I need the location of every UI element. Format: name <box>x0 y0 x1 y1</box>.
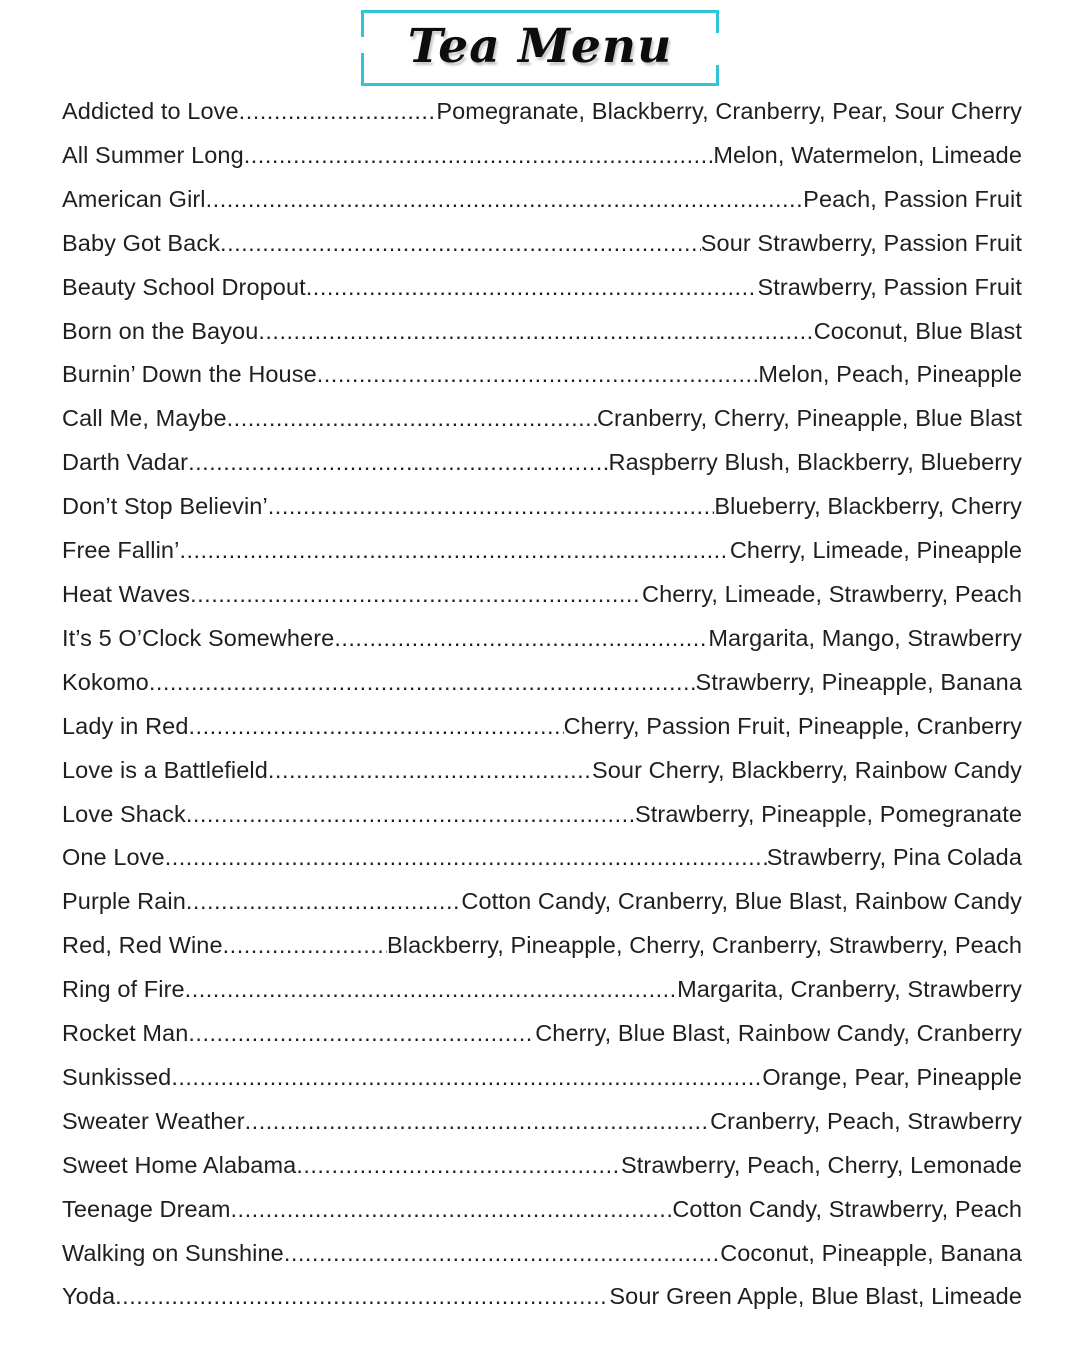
drink-name: All Summer Long <box>62 141 244 168</box>
dot-leader <box>149 661 696 705</box>
menu-item-row <box>62 924 1022 968</box>
menu-item-row <box>62 573 1022 617</box>
drink-ingredients: Raspberry Blush, Blackberry, Blueberry <box>608 449 1022 476</box>
dot-leader <box>171 1056 762 1100</box>
menu-item-row <box>62 178 1022 222</box>
drink-ingredients: Cherry, Limeade, Pineapple <box>729 537 1022 564</box>
drink-ingredients: Cherry, Limeade, Strawberry, Peach <box>642 580 1022 607</box>
dot-leader <box>223 924 387 968</box>
drink-ingredients: Strawberry, Passion Fruit <box>757 273 1022 300</box>
drink-name: Walking on Sunshine <box>62 1239 284 1266</box>
dot-leader <box>239 90 437 134</box>
drink-name: Ring of Fire <box>62 976 185 1003</box>
drink-ingredients: Sour Cherry, Blackberry, Rainbow Candy <box>591 756 1022 783</box>
drink-name: Addicted to Love <box>62 98 239 124</box>
dot-leader <box>188 1012 535 1056</box>
menu-item-row <box>62 968 1022 1012</box>
drink-name: Born on the Bayou <box>62 317 259 344</box>
dot-leader <box>268 485 715 529</box>
dot-leader <box>268 749 592 793</box>
drink-name: Sunkissed <box>62 1063 172 1090</box>
drink-name: Free Fallin’ <box>62 537 180 564</box>
drink-ingredients: Cherry, Blue Blast, Rainbow Candy, Cranberry <box>535 1020 1022 1047</box>
dot-leader <box>245 1100 710 1144</box>
drink-ingredients: Cotton Candy, Strawberry, Peach <box>672 1195 1022 1222</box>
drink-ingredients: Margarita, Cranberry, Strawberry <box>677 976 1022 1003</box>
menu-item-row <box>62 836 1022 880</box>
dot-leader <box>258 310 813 354</box>
dot-leader <box>188 441 608 485</box>
drink-ingredients: Cotton Candy, Cranberry, Blue Blast, Rainbow Candy <box>461 888 1022 915</box>
dot-leader <box>189 705 564 749</box>
drink-name: Teenage Dream <box>62 1195 231 1222</box>
drink-ingredients: Melon, Peach, Pineapple <box>758 361 1022 388</box>
menu-item-row <box>62 1144 1022 1188</box>
drink-ingredients: Margarita, Mango, Strawberry <box>708 624 1022 651</box>
drink-name: Red, Red Wine <box>62 932 223 959</box>
dot-leader <box>186 793 635 837</box>
drink-name: Yoda <box>62 1283 116 1310</box>
drink-ingredients: Cranberry, Cherry, Pineapple, Blue Blast <box>596 405 1022 432</box>
dot-leader <box>317 353 759 397</box>
menu-item-row <box>62 485 1022 529</box>
menu-item-row <box>62 222 1022 266</box>
menu-item-row <box>62 529 1022 573</box>
drink-ingredients: Blueberry, Blackberry, Cherry <box>714 493 1022 520</box>
drink-name: Beauty School Dropout <box>62 273 306 300</box>
drink-ingredients: Peach, Passion Fruit <box>803 185 1022 212</box>
menu-item-row <box>62 441 1022 485</box>
drink-ingredients: Coconut, Blue Blast <box>813 317 1022 344</box>
menu-item-row <box>62 134 1022 178</box>
dot-leader <box>284 1232 720 1276</box>
dot-leader <box>334 617 708 661</box>
menu-list <box>0 90 1080 1319</box>
dot-leader <box>220 222 701 266</box>
drink-name: Call Me, Maybe <box>62 405 227 432</box>
dot-leader <box>165 836 767 880</box>
menu-item-row <box>62 1012 1022 1056</box>
drink-ingredients: Cranberry, Peach, Strawberry <box>710 1107 1022 1134</box>
menu-item-row <box>62 310 1022 354</box>
drink-ingredients: Strawberry, Pineapple, Banana <box>695 668 1022 695</box>
dot-leader <box>227 397 597 441</box>
drink-name: Darth Vadar <box>62 449 189 476</box>
dot-leader <box>206 178 804 222</box>
menu-item-row <box>62 661 1022 705</box>
dot-leader <box>296 1144 621 1188</box>
drink-name: Rocket Man <box>62 1020 189 1047</box>
dot-leader <box>306 266 758 310</box>
drink-ingredients: Sour Strawberry, Passion Fruit <box>700 229 1022 256</box>
menu-item-row <box>62 1232 1022 1276</box>
drink-name: Sweater Weather <box>62 1107 245 1134</box>
drink-ingredients: Strawberry, Pineapple, Pomegranate <box>634 800 1022 827</box>
drink-ingredients: Cherry, Passion Fruit, Pineapple, Cranberry <box>563 712 1022 739</box>
drink-ingredients: Coconut, Pineapple, Banana <box>720 1239 1022 1266</box>
drink-name: Don’t Stop Believin’ <box>62 493 268 520</box>
drink-name: American Girl <box>62 185 206 212</box>
dot-leader <box>185 968 677 1012</box>
menu-item-row <box>62 880 1022 924</box>
dot-leader <box>179 529 729 573</box>
title-box <box>361 10 719 86</box>
menu-item-row <box>62 1275 1022 1319</box>
drink-name: Love is a Battlefield <box>62 756 268 783</box>
menu-item-row <box>62 705 1022 749</box>
drink-ingredients: Orange, Pear, Pineapple <box>762 1063 1022 1090</box>
drink-ingredients: Sour Green Apple, Blue Blast, Limeade <box>609 1283 1022 1310</box>
drink-name: Sweet Home Alabama <box>62 1151 297 1178</box>
tea-menu-page <box>0 10 1080 1360</box>
dot-leader <box>231 1188 673 1232</box>
dot-leader <box>244 134 714 178</box>
menu-item-row <box>62 749 1022 793</box>
page-title: Tea Menu <box>407 18 673 74</box>
menu-item-row <box>62 793 1022 837</box>
drink-ingredients: Blackberry, Pineapple, Cherry, Cranberry, Strawberry, Peach <box>387 932 1022 959</box>
frame-gap-left <box>360 37 365 53</box>
drink-name: It’s 5 O’Clock Somewhere <box>62 624 335 651</box>
menu-item-row <box>62 1056 1022 1100</box>
frame-gap-right <box>715 33 720 65</box>
drink-name: One Love <box>62 844 165 871</box>
drink-name: Kokomo <box>62 668 149 695</box>
dot-leader <box>186 880 462 924</box>
drink-name: Purple Rain <box>62 888 186 915</box>
menu-item-row <box>62 353 1022 397</box>
drink-ingredients: Pomegranate, Blackberry, Cranberry, Pear, Sour Cherry <box>436 98 1022 124</box>
drink-name: Baby Got Back <box>62 229 221 256</box>
drink-ingredients: Strawberry, Pina Colada <box>766 844 1022 871</box>
menu-item-row <box>62 617 1022 661</box>
drink-name: Lady in Red <box>62 712 189 739</box>
menu-item-row <box>62 397 1022 441</box>
menu-item-row <box>62 266 1022 310</box>
drink-name: Burnin’ Down the House <box>62 361 317 388</box>
menu-item-row <box>62 1188 1022 1232</box>
dot-leader <box>190 573 642 617</box>
drink-ingredients: Strawberry, Peach, Cherry, Lemonade <box>620 1151 1022 1178</box>
drink-name: Love Shack <box>62 800 186 827</box>
menu-item-row <box>62 90 1022 134</box>
menu-item-row <box>62 1100 1022 1144</box>
drink-name: Heat Waves <box>62 580 191 607</box>
drink-ingredients: Melon, Watermelon, Limeade <box>713 141 1022 168</box>
dot-leader <box>115 1275 609 1319</box>
